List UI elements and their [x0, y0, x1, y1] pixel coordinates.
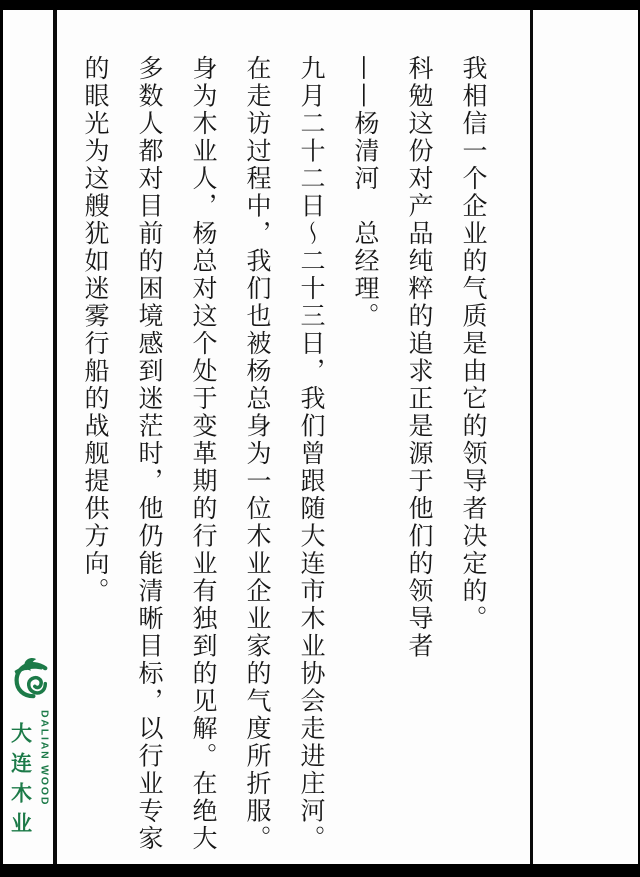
- document-page: [3, 10, 638, 864]
- text-column-body-2: 在走访过程中，我们也被杨总身为一位木业企业家的气度所折服。: [243, 55, 272, 853]
- text-column-body-5: 的眼光为这艘犹如迷雾行船的战舰提供方向。: [81, 55, 110, 605]
- text-area: [57, 10, 530, 864]
- text-column-attribution: ——杨清河 总经理。: [351, 55, 380, 330]
- logo-text: [6, 710, 51, 842]
- brand-logo: [3, 648, 53, 842]
- brand-name-en: DALIAN WOOD: [38, 710, 51, 807]
- text-column-quote-2: 科勉这份对产品纯粹的追求正是源于他们的领导者: [405, 55, 434, 660]
- brand-name-cn: 大连木业: [8, 722, 34, 842]
- text-column-body-3: 身为木业人，杨总对这个处于变革期的行业有独到的见解。在绝大: [189, 55, 218, 853]
- left-margin: [3, 10, 53, 864]
- leaf-swirl-icon: [11, 648, 53, 708]
- right-margin: [533, 10, 638, 864]
- text-column-body-4: 多数人都对目前的困境感到迷茫时，他仍能清晰目标，以行业专家: [135, 55, 164, 853]
- text-column-body-1: 九月二十二日～二十三日，我们曾跟随大连市木业协会走进庄河。: [297, 55, 326, 853]
- vertical-text-block: [57, 10, 530, 864]
- text-column-quote-1: 我相信一个企业的气质是由它的领导者决定的。: [459, 55, 488, 633]
